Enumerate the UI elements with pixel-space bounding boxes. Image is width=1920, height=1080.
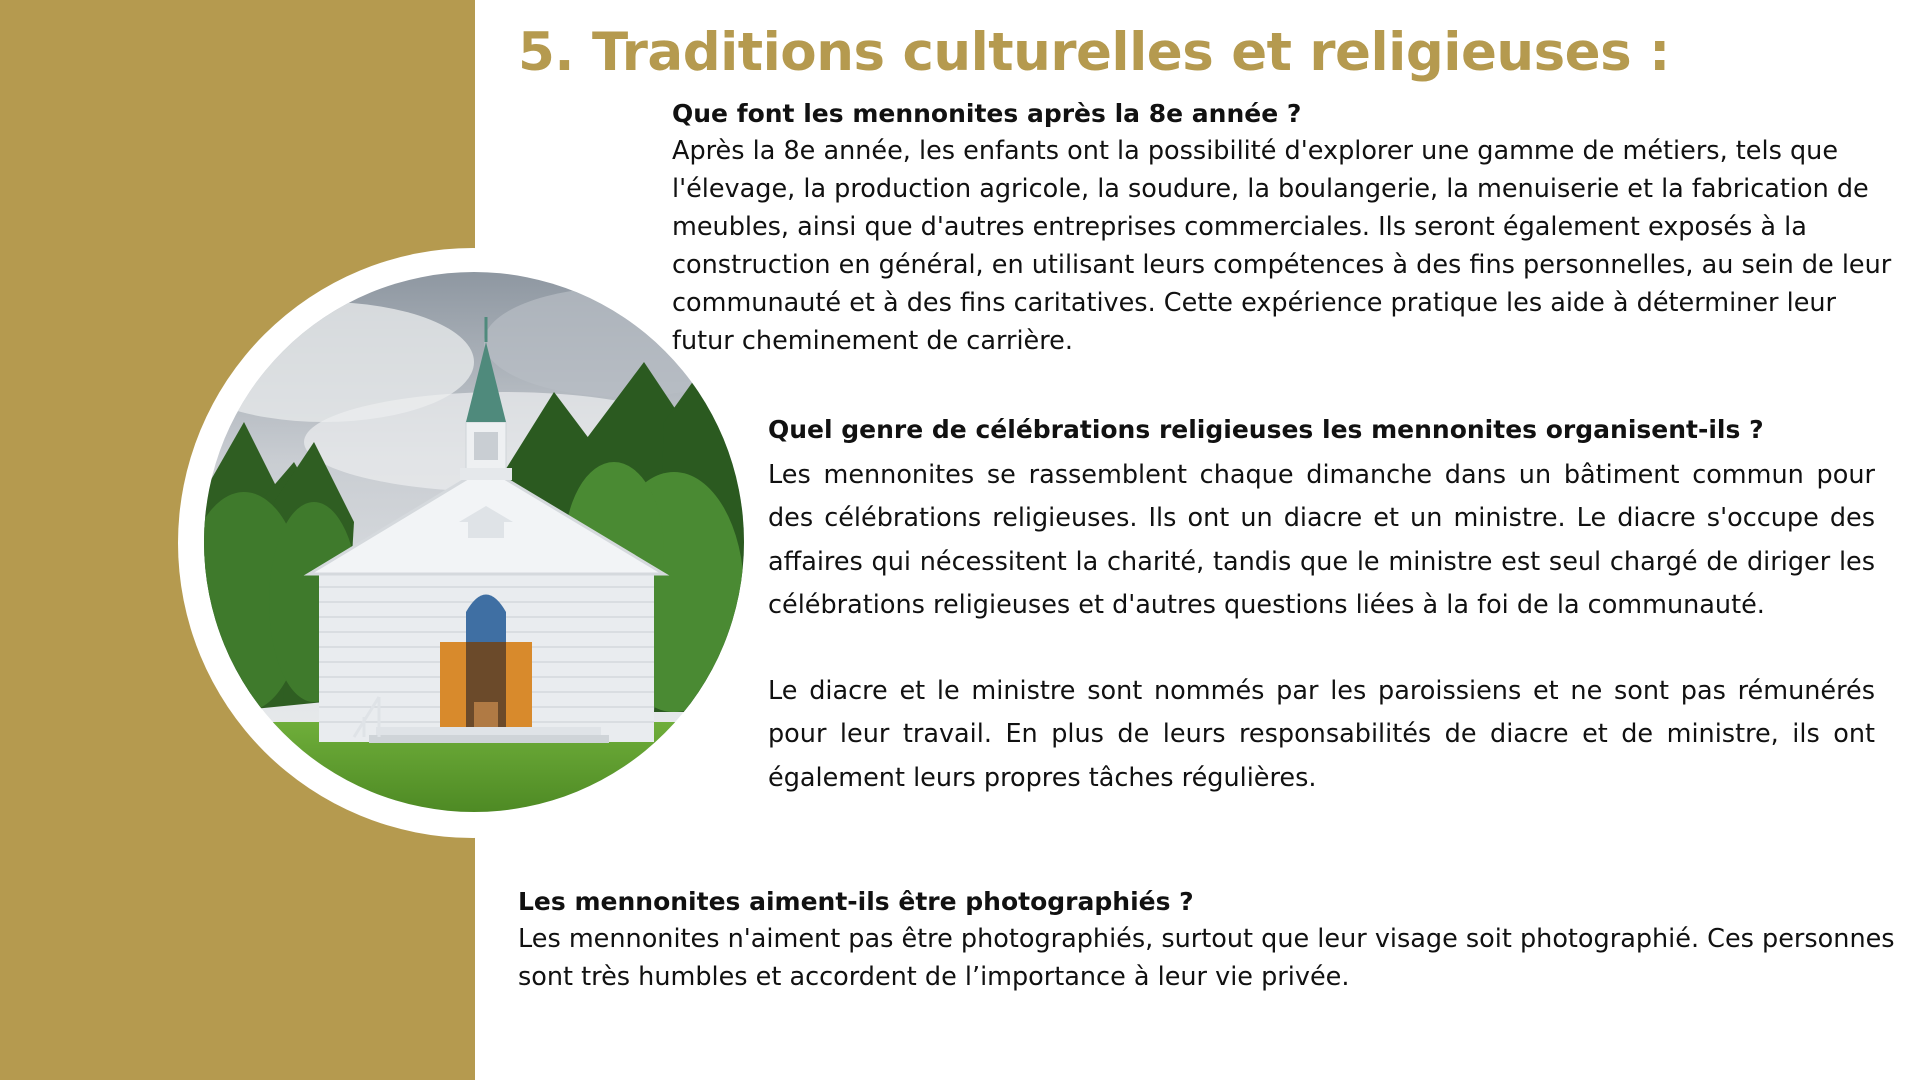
section-photography	[518, 884, 1898, 996]
section-question: Les mennonites aiment-ils être photographiés ?	[518, 887, 1194, 916]
section-after-8th-grade	[672, 96, 1904, 360]
section-question: Que font les mennonites après la 8e année ?	[672, 99, 1302, 128]
section-religious-celebrations	[768, 410, 1875, 800]
section-paragraph: Après la 8e année, les enfants ont la possibilité d'explorer une gamme de métiers, tels que l'élevage, la production agricole, la soudure, la boulangerie, la menuiserie et la fabrication de meubles, ainsi que d'autres entreprises commerciales. Ils seront également exposés à la construction en général, en utilisant leurs compétences à des fins personnelles, au sein de leur communauté et à des fins caritatives. Cette expérience pratique les aide à déterminer leur futur cheminement de carrière.	[672, 136, 1892, 356]
section-paragraph: Les mennonites se rassemblent chaque dimanche dans un bâtiment commun pour des célébrations religieuses. Ils ont un diacre et un ministre. Le diacre s'occupe des affaires qui nécessitent la charité, tandis que le ministre est seul chargé de diriger les célébrations religieuses et d'autres questions liées à la foi de la communauté.	[768, 460, 1875, 620]
church-photo	[204, 272, 744, 812]
section-paragraph: Les mennonites n'aiment pas être photographiés, surtout que leur visage soit photographié. Ces personnes sont très humbles et accordent de l’importance à leur vie privée.	[518, 924, 1895, 992]
section-question: Quel genre de célébrations religieuses les mennonites organisent-ils ?	[768, 415, 1764, 444]
page-title: 5. Traditions culturelles et religieuses :	[518, 22, 1670, 83]
section-paragraph: Le diacre et le ministre sont nommés par les paroissiens et ne sont pas rémunérés pour leur travail. En plus de leurs responsabilités de diacre et de ministre, ils ont également leurs propres tâches régulières.	[768, 676, 1875, 793]
